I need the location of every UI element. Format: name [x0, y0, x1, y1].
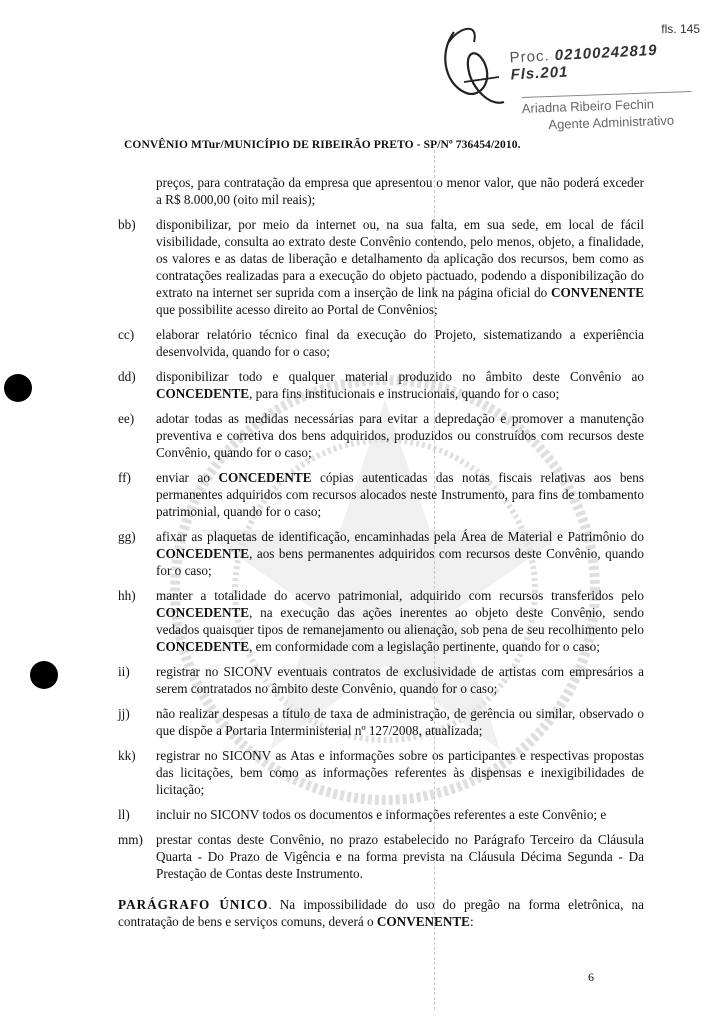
- item-bold-text: CONCEDENTE: [156, 639, 250, 654]
- stamp-name: Ariadna Ribeiro Fechin: [521, 96, 655, 116]
- list-item: [118, 528, 644, 579]
- proc-fls-number: 201: [539, 63, 569, 82]
- item-label: ff): [118, 470, 131, 485]
- item-label: cc): [118, 327, 135, 342]
- proc-number: 0210024281: [554, 42, 649, 65]
- list-item: [118, 216, 644, 318]
- item-segment: elaborar relatório técnico final da execução do Projeto, sistematizando a experiência desenvolvida, quando for o caso;: [156, 327, 644, 359]
- list-item: [118, 326, 644, 360]
- page-number: 6: [588, 970, 594, 984]
- stamp-role: Agente Administrativo: [548, 112, 675, 133]
- signature-mark: [434, 22, 514, 112]
- item-text: [156, 216, 644, 318]
- document-body: [118, 174, 644, 930]
- item-text: [156, 528, 644, 579]
- item-segment: , em conformidade com a legislação pertinente, quando for o caso;: [249, 639, 600, 654]
- item-segment: registrar no SICONV as Atas e informações sobre os participantes e respectivas propostas das licitações, bem como as informações referentes às dispensas e inexigibilidades de licitação;: [156, 748, 644, 797]
- item-segment: enviar ao: [156, 470, 219, 485]
- list-item: [118, 705, 644, 739]
- item-segment: disponibilizar, por meio da internet ou, na sua falta, em sua sede, em local de fácil visibilidade, consulta ao extrato deste Convênio contendo, pelo menos, objeto, a finalidade, os valores e as datas de liberação e detalhamento da aplicação dos recursos, bem como as contratações realizadas para a execução do objeto pactuado, podendo a disponibilização do extrato na internet ser suprida com a inserção de link na página oficial do: [156, 217, 644, 300]
- item-label: mm): [118, 832, 143, 847]
- item-text: [156, 663, 644, 697]
- item-text: [156, 410, 644, 461]
- proc-prefix: Proc.: [509, 47, 551, 67]
- item-segment: que possibilite acesso direito ao Portal de Convênios;: [156, 302, 438, 317]
- page-fls-label: fls. 145: [661, 22, 700, 36]
- item-bold-text: CONCEDENTE: [156, 546, 250, 561]
- item-segment: manter a totalidade do acervo patrimonial, adquirido com recursos transferidos pelo: [156, 588, 644, 603]
- item-bold-text: CONCEDENTE: [156, 605, 250, 620]
- paragrafo-end: :: [469, 914, 474, 929]
- document-header: CONVÊNIO MTur/MUNICÍPIO DE RIBEIRÃO PRETO - SP/Nº 736454/2010.: [124, 139, 521, 151]
- item-segment: disponibilizar todo e qualquer material produzido no âmbito deste Convênio ao: [156, 369, 644, 384]
- item-label: jj): [118, 706, 130, 721]
- item-label: hh): [118, 588, 136, 603]
- item-segment: , aos bens permanentes adquiridos com recursos deste Convênio, quando for o caso;: [156, 546, 644, 578]
- item-label: dd): [118, 369, 136, 384]
- paragrafo-bold: CONVENENTE: [376, 914, 470, 929]
- punch-hole-top: [4, 374, 32, 402]
- item-segment: , para fins institucionais e instrucionais, quando for o caso;: [249, 386, 560, 401]
- item-bold-text: CONVENENTE: [550, 285, 644, 300]
- list-item: [118, 368, 644, 402]
- proc-fls-prefix: 9 Fls.: [510, 41, 658, 84]
- list-item: [118, 806, 644, 823]
- agent-stamp: [521, 91, 692, 134]
- item-bold-text: CONCEDENTE: [156, 386, 250, 401]
- list-item: [118, 831, 644, 882]
- item-text: [156, 806, 644, 823]
- list-item: [118, 410, 644, 461]
- item-text: [156, 705, 644, 739]
- item-text: [156, 831, 644, 882]
- item-text: [156, 587, 644, 655]
- list-item: [118, 587, 644, 655]
- paragrafo-text: . Na impossibilidade do uso do pregão na forma eletrônica, na contratação de bens e serviços comuns, deverá o: [118, 897, 644, 929]
- item-segment: cópias autenticadas das notas fiscais relativas aos bens permanentes adquiridos com recursos alocados neste Instrumento, para fins de tombamento patrimonial, quando for o caso;: [156, 470, 644, 519]
- items-list: [118, 216, 644, 882]
- item-segment: incluir no SICONV todos os documentos e informações referentes a este Convênio; e: [156, 807, 607, 822]
- list-item: [118, 747, 644, 798]
- paragrafo-unico: [118, 896, 644, 930]
- item-label: gg): [118, 529, 136, 544]
- item-label: ii): [118, 664, 130, 679]
- item-segment: prestar contas deste Convênio, no prazo estabelecido no Parágrafo Terceiro da Cláusula Quarta - Do Prazo de Vigência e na forma prevista na Cláusula Décima Segunda - Da Prestação de Contas deste Instrumento.: [156, 832, 644, 881]
- item-text: [156, 747, 644, 798]
- item-label: ll): [118, 807, 130, 822]
- item-label: ee): [118, 411, 135, 426]
- continuation-text: preços, para contratação da empresa que apresentou o menor valor, que não poderá exceder a R$ 8.000,00 (oito mil reais);: [156, 175, 644, 207]
- list-item: [118, 663, 644, 697]
- item-bold-text: CONCEDENTE: [218, 470, 312, 485]
- item-label: kk): [118, 748, 136, 763]
- item-text: [156, 368, 644, 402]
- paragrafo-title: PARÁGRAFO ÚNICO: [118, 897, 269, 912]
- item-segment: registrar no SICONV eventuais contratos de exclusividade de artistas com empresários a serem contratados no âmbito deste Convênio, quando for o caso;: [156, 664, 644, 696]
- item-text: [156, 326, 644, 360]
- process-stamp: [509, 39, 720, 84]
- item-segment: não realizar despesas a título de taxa de administração, de gerência ou similar, observado o que dispõe a Portaria Interministerial nº 127/2008, atualizada;: [156, 706, 644, 738]
- item-text: [156, 469, 644, 520]
- item-label: bb): [118, 217, 136, 232]
- punch-hole-bottom: [30, 661, 58, 689]
- item-segment: adotar todas as medidas necessárias para evitar a depredação e promover a manutenção preventiva e corretiva dos bens adquiridos, produzidos ou construídos com recursos deste Convênio, quando for o caso;: [156, 411, 644, 460]
- item-segment: afixar as plaquetas de identificação, encaminhadas pela Área de Material e Patrimônio do: [156, 529, 644, 544]
- list-item: [118, 469, 644, 520]
- item-segment: , na execução das ações inerentes ao objeto deste Convênio, sendo vedados quaisquer tipos de remanejamento ou alienação, sob pena de seu recolhimento pelo: [156, 605, 644, 637]
